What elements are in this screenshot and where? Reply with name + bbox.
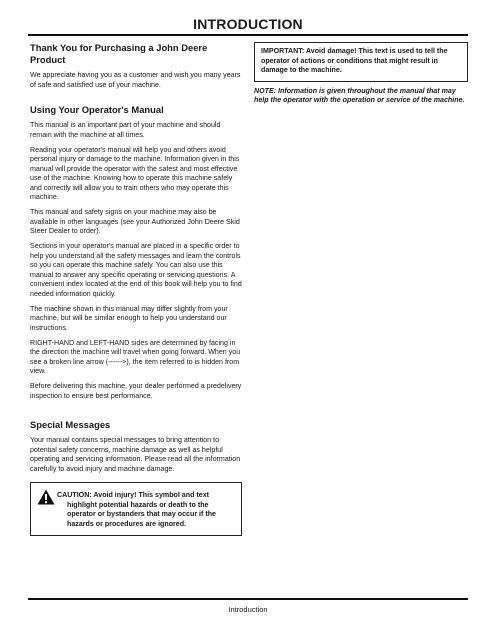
- special-paragraph: Your manual contains special messages to bring attention to potential safety concerns, machine damage as well as helpful operating and servicing information. Please read all the information carefully to avoid injury and machine damage.: [30, 436, 241, 473]
- warning-triangle-icon: [37, 489, 55, 505]
- using-paragraph: Before delivering this machine, your dealer performed a predelivery inspection to ensure best performance.: [30, 382, 242, 400]
- using-paragraph: Sections in your operator's manual are placed in a specific order to help you understand all the safety messages and learn the controls so you can operate this machine safely. You can also use this manual to answer any specific operating or servicing questions. A convenient index located at the end of this book will help you to find needed information quickly.: [30, 242, 242, 298]
- page-footer: Introduction: [228, 605, 268, 614]
- left-column: [30, 42, 242, 536]
- footer-divider: [28, 598, 468, 600]
- caution-box: [30, 482, 242, 536]
- note-text: NOTE: Information is given throughout the manual that may help the operator with the operation or service of the machine.: [254, 86, 465, 104]
- thanks-paragraph: We appreciate having you as a customer and wish you many years of safe and satisfied use of your machine.: [30, 71, 241, 89]
- caution-text-first-line: CAUTION: Avoid injury! This symbol and text: [57, 491, 209, 499]
- special-messages-section: [30, 419, 242, 536]
- thanks-section: [30, 42, 242, 90]
- using-paragraph: Reading your operator's manual will help you and others avoid personal injury or damage to the machine. Information given in this manual will provide the operator with the safest and most effective use of the machine. Knowing how to operate this machine safely and correctly will allow you to train others who may operate this machine.: [30, 145, 240, 201]
- using-manual-section: [30, 104, 242, 401]
- right-column: [254, 42, 468, 106]
- special-messages-heading: Special Messages: [30, 419, 111, 430]
- header-divider: [28, 34, 468, 36]
- using-manual-heading: Using Your Operator's Manual: [30, 104, 164, 115]
- important-box: IMPORTANT: Avoid damage! This text is used to tell the operator of actions or conditions that might result in damage to the machine.: [254, 42, 468, 82]
- thanks-heading: Thank You for Purchasing a John Deere Product: [30, 42, 208, 65]
- caution-text-rest: highlight potential hazards or death to the operator or bystanders that may occur if the hazards or procedures are ignored.: [67, 500, 217, 528]
- using-paragraph: RIGHT-HAND and LEFT-HAND sides are determined by facing in the direction the machine will travel when going forward. When you see a broken line arrow (------>), the item referred to is hidden from view.: [30, 338, 241, 375]
- using-paragraph: This manual is an important part of your machine and should remain with the machine at all times.: [30, 121, 221, 139]
- using-paragraph: This manual and safety signs on your machine may also be available in other languages (see your Authorized John Deere Skid Steer Dealer to order).: [30, 208, 240, 235]
- page-title: INTRODUCTION: [193, 16, 303, 32]
- using-paragraph: The machine shown in this manual may differ slightly from your machine, but will be similar enough to help you understand our instructions.: [30, 304, 228, 332]
